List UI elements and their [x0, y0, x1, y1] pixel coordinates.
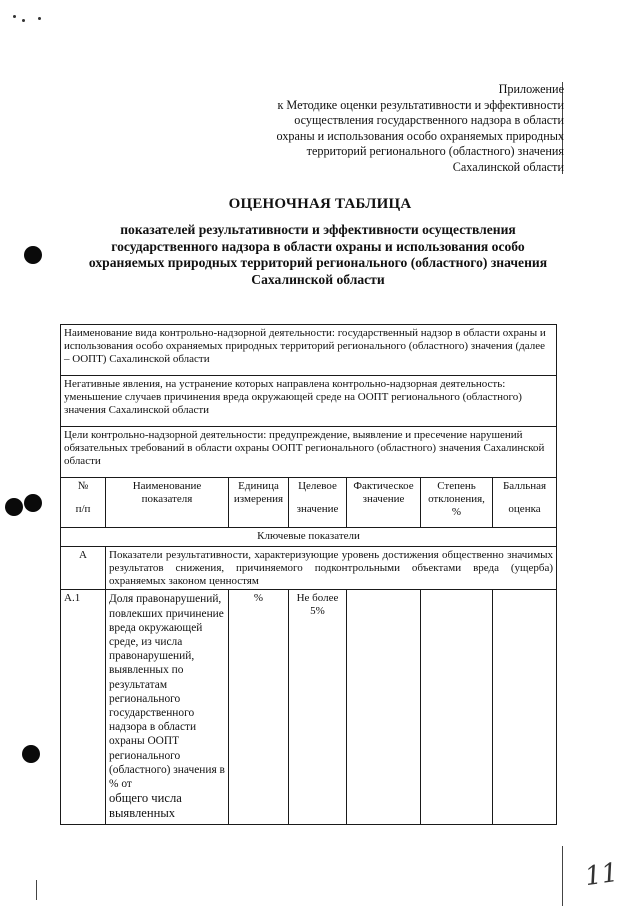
- negative-phenomena-cell: Негативные явления, на устранение которых направлена контрольно-надзорная деятельность: уменьшение случаев причинения вреда окружающей среде на ООПТ регионального (областного) значения Сахалинской области: [61, 376, 557, 427]
- key-indicators-heading: Ключевые показатели: [61, 528, 557, 547]
- document-subtitle: показателей результативности и эффективности осуществления государственного надзора в области охраны и использования особо охраняемых природных территорий регионального (областного) значения Сахалинской области: [88, 222, 548, 287]
- indicator-score: [493, 590, 557, 825]
- header-deviation: Степень отклонения, %: [421, 478, 493, 528]
- table-header-row: [61, 478, 557, 528]
- indicator-name: [106, 590, 229, 825]
- header-target: [289, 478, 347, 528]
- header-unit: Единица измерения: [229, 478, 289, 528]
- punch-hole: [22, 745, 40, 763]
- indicator-unit: %: [229, 590, 289, 825]
- punch-hole: [24, 494, 42, 512]
- indicator-name-text: Доля правонарушений, повлекших причинение вреда окружающей среде, из числа правонарушений, выявленных по результатам регионального государственного надзора в области охраны ООПТ регионального (областного) значения в % от: [109, 593, 225, 791]
- indicator-name-tail: общего числа выявленных: [109, 791, 182, 821]
- appendix-line: территорий регионального (областного) значения: [306, 144, 564, 159]
- header-actual: Фактическое значение: [347, 478, 421, 528]
- appendix-line: осуществления государственного надзора в области: [294, 113, 564, 128]
- appendix-line: охраны и использования особо охраняемых природных: [276, 128, 564, 143]
- punch-hole: [5, 498, 23, 516]
- scan-speck: [38, 17, 41, 20]
- punch-hole: [24, 246, 42, 264]
- appendix-note: [244, 82, 564, 176]
- row-code: А.1: [61, 590, 106, 825]
- header-number: [61, 478, 106, 528]
- appendix-line: Сахалинской области: [452, 159, 564, 174]
- activity-type-cell: Наименование вида контрольно-надзорной деятельности: государственный надзор в области охраны и использования особо охраняемых природных территорий регионального (областного) значения (далее – ООПТ) Сахалинской области: [61, 325, 557, 376]
- indicator-deviation: [421, 590, 493, 825]
- evaluation-table: [60, 324, 557, 825]
- scan-speck: [13, 15, 16, 18]
- section-a-code: А: [61, 547, 106, 590]
- header-target-bottom: значение: [296, 502, 339, 515]
- document-title: ОЦЕНОЧНАЯ ТАБЛИЦА: [228, 196, 412, 212]
- scan-margin-line: [36, 880, 37, 900]
- header-score: [493, 478, 557, 528]
- header-number-bottom: п/п: [75, 502, 91, 515]
- goals-cell: Цели контрольно-надзорной деятельности: предупреждение, выявление и пресечение нарушений обязательных требований в области охраны ООПТ регионального (областного) значения Сахалинской области: [61, 427, 557, 478]
- indicator-actual: [347, 590, 421, 825]
- appendix-line: к Методике оценки результативности и эффективности: [277, 97, 564, 112]
- indicator-target: Не более 5%: [289, 590, 347, 825]
- header-target-top: Целевое: [298, 480, 337, 492]
- header-number-top: №: [77, 480, 89, 492]
- appendix-line: Приложение: [498, 82, 564, 96]
- scan-margin-line: [562, 846, 563, 906]
- header-score-bottom: оценка: [508, 502, 541, 515]
- section-a-row: [61, 547, 557, 590]
- header-name: Наименование показателя: [106, 478, 229, 528]
- handwritten-page-number: 11: [583, 857, 621, 893]
- table-row: [61, 590, 557, 825]
- header-score-top: Балльная: [502, 480, 547, 492]
- scan-speck: [22, 19, 25, 22]
- section-a-text: Показатели результативности, характеризующие уровень достижения общественно значимых результатов снижения, причиняемого подконтрольными объектами вреда (ущерба) охраняемых законом ценностям: [106, 547, 557, 590]
